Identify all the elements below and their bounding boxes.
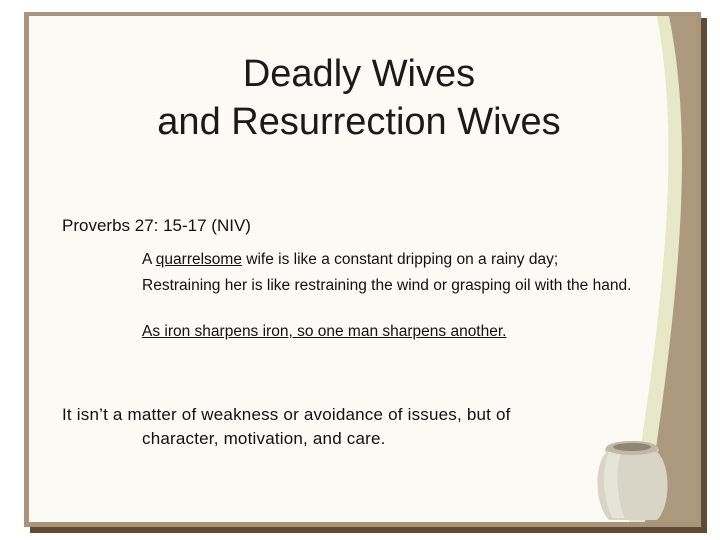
clay-pot-icon (597, 441, 667, 520)
slide (29, 16, 697, 522)
verse-15-post: wife is like a constant dripping on a rainy day; (241, 251, 559, 268)
closing-line-1: It isn’t a matter of weakness or avoidance of issues, but of (62, 405, 511, 424)
slide-title (29, 50, 689, 146)
verse-15-pre: A (142, 251, 156, 268)
closing-statement (62, 403, 622, 451)
verse-15 (142, 250, 642, 270)
title-line-2: and Resurrection Wives (157, 101, 561, 143)
verse-15-underlined-word: quarrelsome (155, 251, 242, 268)
title-line-1: Deadly Wives (242, 53, 476, 95)
verse-16: Restraining her is like restraining the wind or grasping oil with the hand. (142, 277, 632, 294)
scripture-reference: Proverbs 27: 15-17 (NIV) (62, 216, 251, 235)
verse-17: As iron sharpens iron, so one man sharpens another. (142, 323, 507, 340)
closing-line-2: character, motivation, and care. (142, 429, 386, 448)
